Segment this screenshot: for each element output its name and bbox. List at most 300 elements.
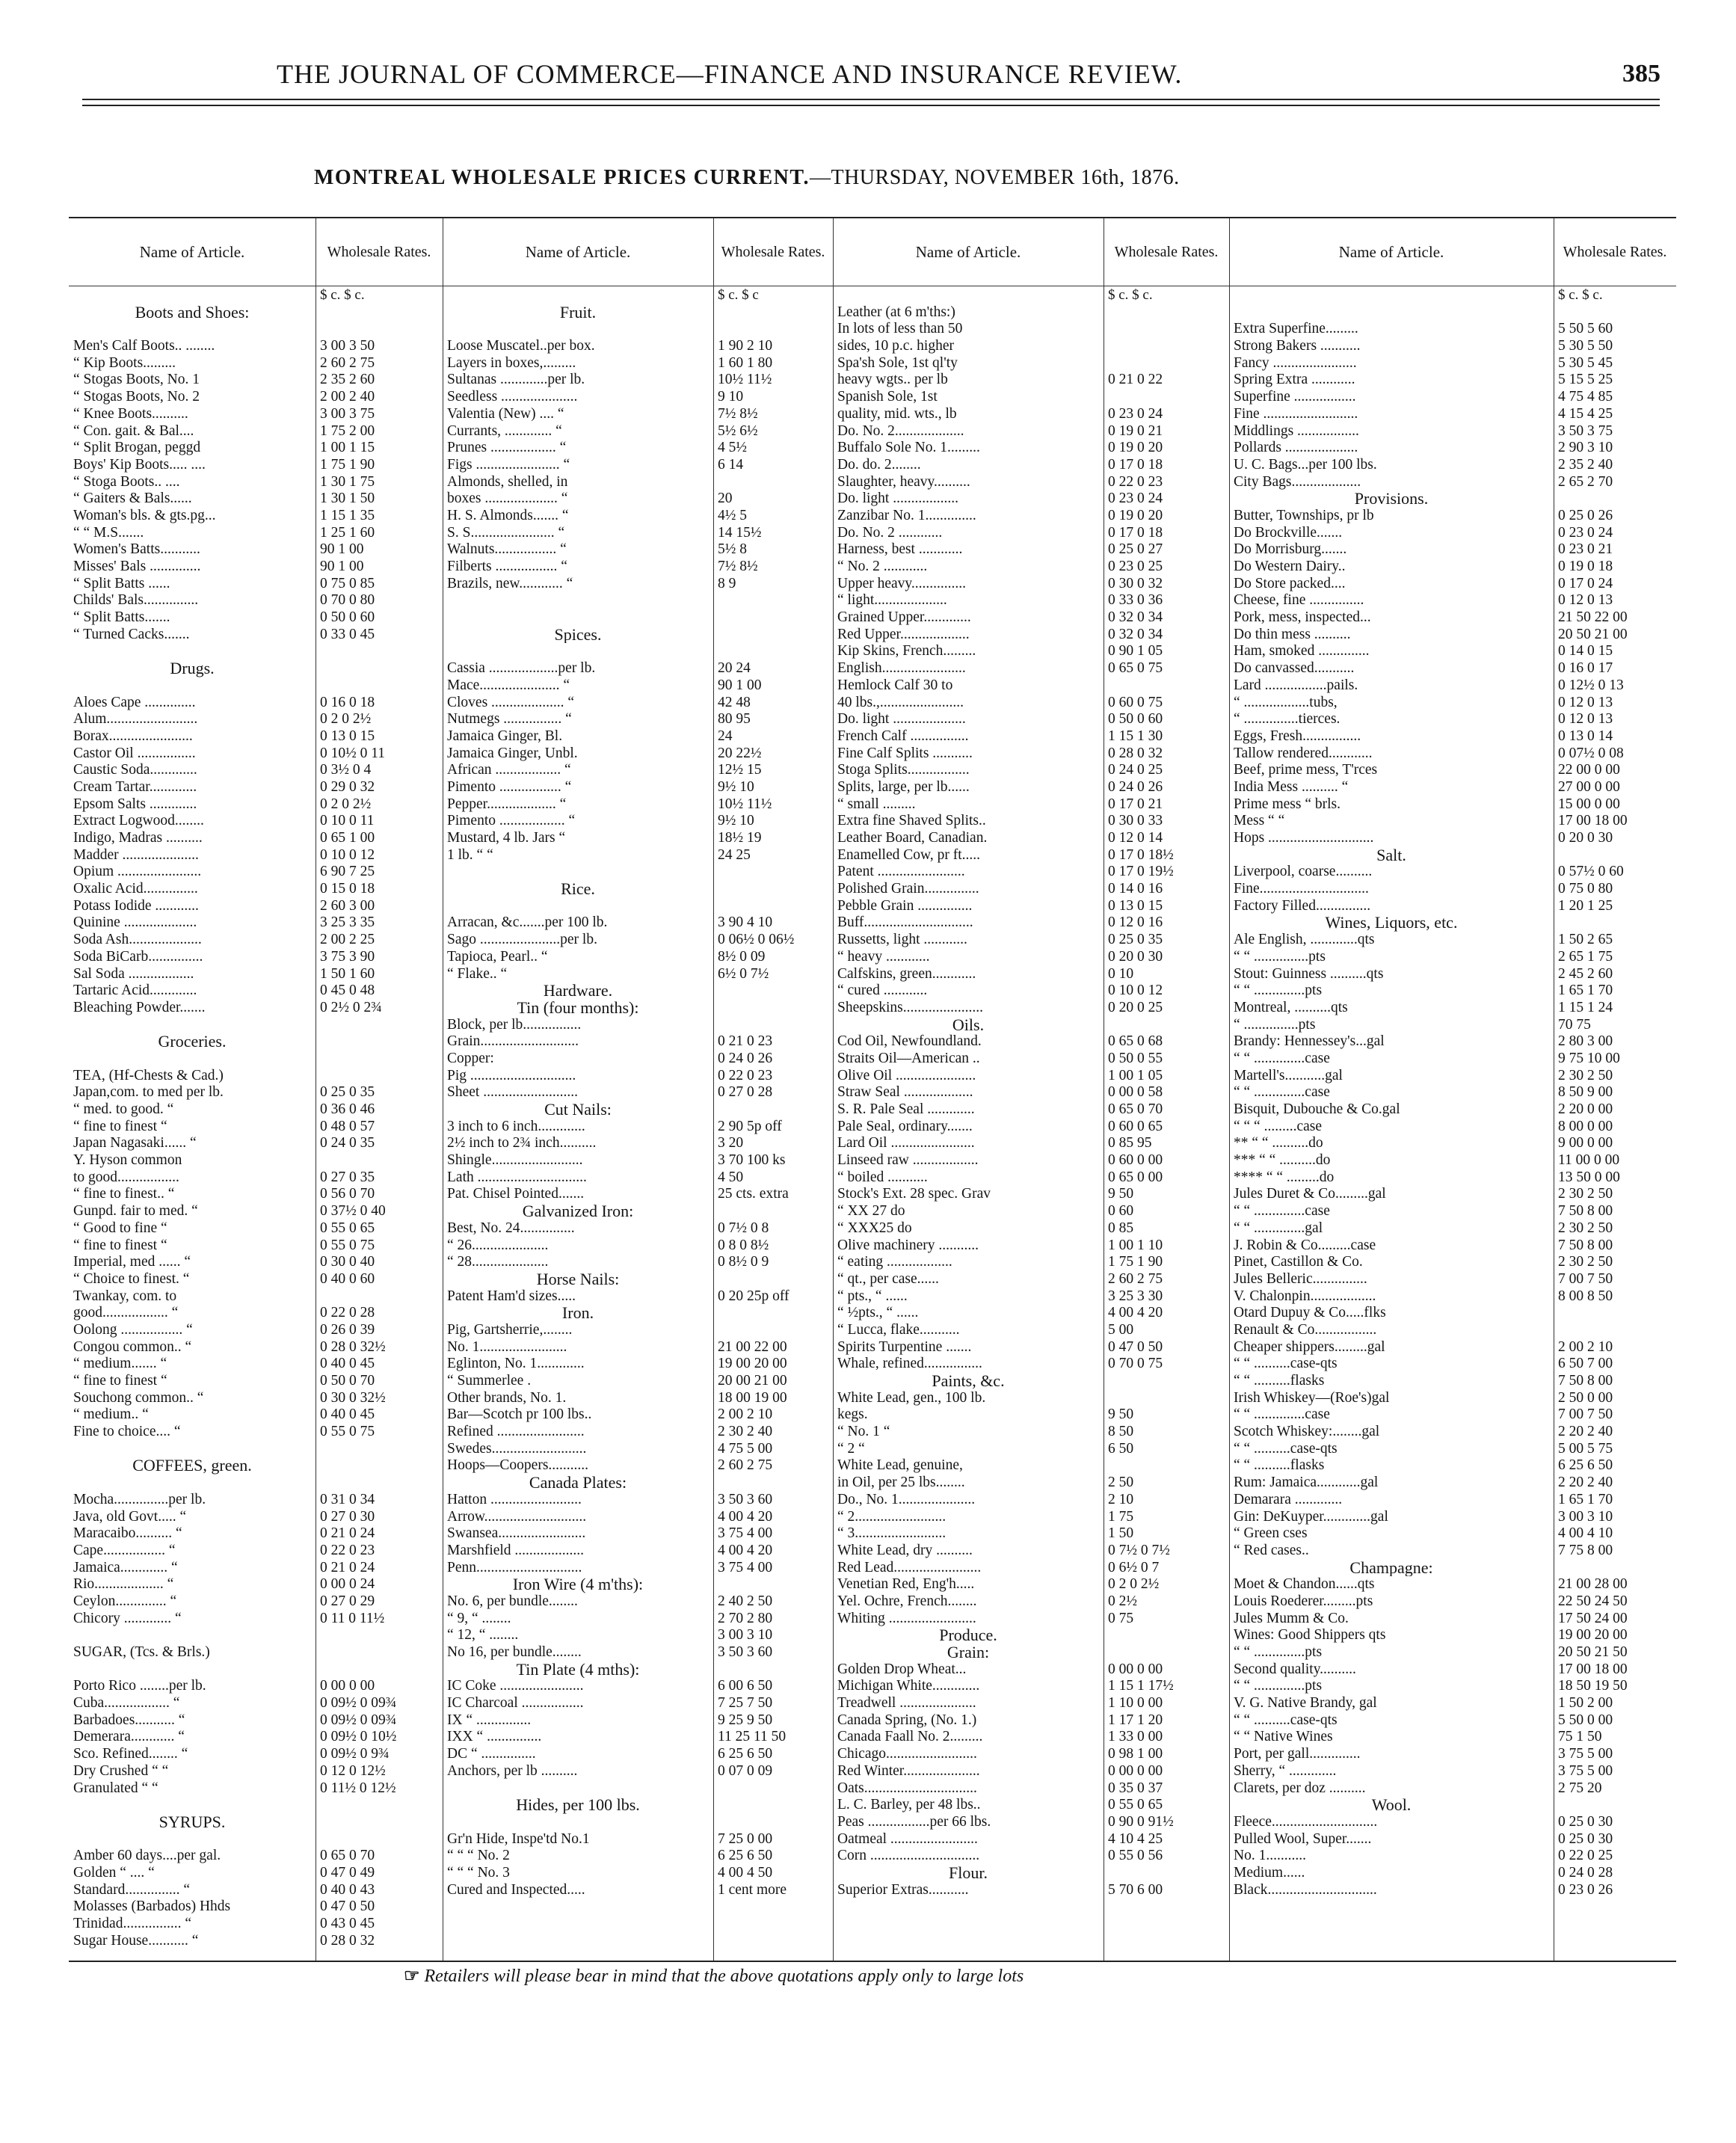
wholesale-rate: 0 00 0 58: [1108, 1084, 1163, 1101]
wholesale-rate: [1104, 677, 1229, 695]
wholesale-rate: 2 75 20: [1558, 1780, 1602, 1796]
wholesale-rate: 0 13 0 15: [1108, 897, 1163, 914]
wholesale-rate: 17 00 18 00: [1558, 1661, 1628, 1677]
wholesale-rate: 21 00 28 00: [1558, 1576, 1628, 1593]
wholesale-rate: [1104, 338, 1229, 355]
article-name: Best, No. 24...............: [447, 1220, 575, 1236]
article-name: “ “ ..............pts: [1234, 983, 1323, 999]
article-name: heavy wgts.. per lb: [837, 372, 948, 388]
wholesale-rate: 0 16 0 17: [1558, 660, 1613, 677]
wholesale-rate: 2 65 1 75: [1558, 948, 1613, 965]
article-name: Cured and Inspected.....: [447, 1881, 585, 1898]
article-name: Patent ........................: [837, 864, 965, 880]
wholesale-rate: 0 12 0 13: [1558, 694, 1613, 710]
wholesale-rate: [713, 983, 833, 1000]
article-name: Whiting ........................: [837, 1610, 976, 1626]
article-name: IC Charcoal .................: [447, 1695, 584, 1712]
wholesale-rate: 3 75 4 00: [718, 1525, 773, 1542]
wholesale-rate: 2 50 0 00: [1558, 1389, 1613, 1406]
section-heading: Tin (four months):: [517, 999, 639, 1017]
wholesale-rate: [713, 643, 833, 660]
wholesale-rate: [316, 660, 443, 677]
rate-column-header: Wholesale Rates.: [1554, 218, 1676, 286]
article-name: “ medium.. “: [73, 1406, 149, 1423]
wholesale-rate: 7 25 7 50: [718, 1695, 773, 1712]
wholesale-rate: 90 1 00: [320, 541, 364, 558]
article-name: Epsom Salts .............: [73, 796, 197, 812]
article-name: Congou common.. “: [73, 1338, 192, 1355]
article-name: Black..............................: [1234, 1881, 1377, 1898]
wholesale-rate: 0 20 0 25: [1108, 999, 1163, 1015]
wholesale-rate: 18 00 19 00: [718, 1389, 787, 1406]
article-name: Do Brockville.......: [1234, 524, 1343, 541]
wholesale-rate: 17 00 18 00: [1558, 813, 1628, 829]
wholesale-rate: 1 50 1 60: [320, 965, 375, 982]
article-name: Arracan, &c.......per 100 lb.: [447, 914, 608, 931]
wholesale-rate: 0 8 0 8½: [718, 1237, 769, 1253]
wholesale-rate: 0 11 0 11½: [320, 1610, 385, 1626]
wholesale-rate: 7 25 0 00: [718, 1830, 773, 1847]
article-name: Anchors, per lb ..........: [447, 1762, 578, 1779]
article-name: Eggs, Fresh................: [1234, 728, 1361, 744]
article-name: Y. Hyson common: [73, 1152, 182, 1169]
wholesale-rate: 4 5½: [718, 440, 747, 456]
article-name: SUGAR, (Tcs. & Brls.): [73, 1644, 210, 1660]
wholesale-rate: 19 00 20 00: [1558, 1627, 1628, 1644]
article-name: Do. No. 2 ............: [837, 524, 943, 541]
wholesale-rate: [713, 304, 833, 322]
wholesale-rate: 0 25 0 30: [1558, 1813, 1613, 1830]
wholesale-rate: 7 50 8 00: [1558, 1373, 1613, 1389]
wholesale-rate: [1104, 355, 1229, 372]
wholesale-rate: [1554, 491, 1676, 508]
wholesale-rate: 6 90 7 25: [320, 864, 375, 880]
wholesale-rate: 3 00 3 10: [718, 1627, 773, 1644]
article-name: Do Store packed....: [1234, 575, 1346, 591]
wholesale-rate: 2 35 2 60: [320, 372, 375, 388]
article-name: “ heavy ............: [837, 948, 930, 965]
wholesale-rate: 0 22 0 23: [1108, 473, 1163, 490]
article-name: Valentia (New) .... “: [447, 405, 564, 422]
wholesale-rate: 2 35 2 40: [1558, 456, 1613, 473]
article-name: “ “ ..........flasks: [1234, 1373, 1325, 1389]
article-name: “ “ ..........case-qts: [1234, 1712, 1338, 1728]
wholesale-rate: 0 23 0 21: [1558, 541, 1613, 558]
wholesale-rate: 0 32 0 34: [1108, 609, 1163, 626]
article-name: [69, 1627, 316, 1644]
wholesale-rate: 20 24: [718, 660, 751, 677]
wholesale-rate: 0 70 0 80: [320, 592, 375, 609]
article-name: Buff..............................: [837, 914, 973, 931]
wholesale-rate: [713, 1814, 833, 1831]
wholesale-rate: 2 00 2 25: [320, 932, 375, 948]
article-name: Fine..............................: [1234, 881, 1369, 897]
wholesale-rate: 0 85: [1108, 1220, 1134, 1236]
article-name: Eglinton, No. 1.............: [447, 1356, 585, 1372]
article-name: Canada Faall No. 2.........: [837, 1729, 983, 1745]
article-name: Olive machinery ...........: [837, 1237, 979, 1253]
article-name: Sco. Refined........ “: [73, 1746, 188, 1762]
wholesale-rate: 0 17 0 18½: [1108, 846, 1174, 863]
article-name: Enamelled Cow, pr ft.....: [837, 846, 980, 863]
article-name: Pat. Chisel Pointed.......: [447, 1186, 585, 1202]
article-name: Block, per lb................: [447, 1016, 582, 1033]
article-name: Buffalo Sole No. 1.........: [837, 440, 980, 456]
article-name: IC Coke .......................: [447, 1678, 584, 1694]
wholesale-rate: 1 15 1 35: [320, 507, 375, 523]
article-name: Fleece.............................: [1234, 1813, 1378, 1830]
wholesale-rate: 8 9: [718, 575, 736, 591]
article-name: Porto Rico ........per lb.: [73, 1678, 206, 1694]
wholesale-rate: 1 17 1 20: [1108, 1712, 1163, 1728]
article-name: L. C. Barley, per 48 lbs..: [837, 1797, 981, 1813]
wholesale-rate: 0 27 0 30: [320, 1508, 375, 1525]
wholesale-rate: 4 00 4 20: [718, 1542, 773, 1558]
wholesale-rate: 0 65 0 70: [320, 1848, 375, 1864]
wholesale-rate: [1104, 1390, 1229, 1407]
article-name: Souchong common.. “: [73, 1389, 204, 1406]
wholesale-rate: [1104, 1644, 1229, 1661]
wholesale-rate: [713, 609, 833, 627]
article-name: Ale English, .............qts: [1234, 932, 1375, 948]
wholesale-rate: 20 50 21 50: [1558, 1644, 1628, 1660]
article-name: Red Upper...................: [837, 626, 970, 642]
article-name: Golden Drop Wheat...: [837, 1661, 967, 1677]
wholesale-rate: 1 65 1 70: [1558, 983, 1613, 999]
wholesale-rate: 0 47 0 50: [320, 1898, 375, 1915]
wholesale-rate: 1 75: [1108, 1508, 1134, 1525]
wholesale-rate: 5 30 5 50: [1558, 338, 1613, 354]
wholesale-rate: [713, 1101, 833, 1119]
wholesale-rate: 0 25 0 35: [320, 1084, 375, 1101]
wholesale-rate: 9 00 0 00: [1558, 1135, 1613, 1152]
article-name: Castor Oil ................: [73, 745, 196, 761]
wholesale-rate: 0 15 0 18: [320, 881, 375, 897]
wholesale-rate: 2 70 2 80: [718, 1610, 773, 1626]
article-name: Spanish Sole, 1st: [837, 389, 938, 405]
article-name: Beef, prime mess, T'rces: [1234, 762, 1378, 778]
article-name: “ small .........: [837, 796, 916, 812]
prices-heading: [314, 166, 1180, 190]
article-name: No. 6, per bundle........: [447, 1593, 578, 1609]
wholesale-rate: 2 90 3 10: [1558, 440, 1613, 456]
article-name: Gunpd. fair to med. “: [73, 1203, 198, 1220]
wholesale-rate: 0 50 0 70: [320, 1373, 375, 1389]
article-name: [443, 643, 713, 660]
article-name: “ Split Brogan, peggd: [73, 440, 201, 456]
article-name: Currants, ............. “: [447, 422, 562, 439]
wholesale-rate: 9 25 9 50: [718, 1712, 773, 1728]
wholesale-rate: 2 45 2 60: [1558, 965, 1613, 982]
wholesale-rate: 0 24 0 26: [718, 1050, 773, 1066]
article-name: Venetian Red, Eng'h.....: [837, 1576, 975, 1593]
article-name: Factory Filled...............: [1234, 897, 1371, 914]
article-name: Japan Nagasaki...... “: [73, 1135, 197, 1152]
wholesale-rate: 2 60 2 75: [718, 1457, 773, 1474]
article-name: Jamaica Ginger, Unbl.: [447, 745, 578, 761]
wholesale-rate: 3 25 3 30: [1108, 1288, 1163, 1304]
wholesale-rate: 24 25: [718, 846, 751, 863]
wholesale-rate: [1104, 1865, 1229, 1882]
wholesale-rate: 4 15 4 25: [1558, 405, 1613, 422]
article-name: Mace...................... “: [447, 677, 570, 693]
wholesale-rate: 0 2 0 2½: [320, 796, 372, 812]
article-name: Pale Seal, ordinary.......: [837, 1118, 973, 1134]
article-name: [69, 1051, 316, 1068]
wholesale-rate: 2 10: [1108, 1491, 1134, 1507]
article-name: Japan,com. to med per lb.: [73, 1084, 224, 1101]
wholesale-rate: 0 29 0 32: [320, 778, 375, 795]
section-heading: Wool.: [1371, 1797, 1412, 1814]
wholesale-rate: 0 28 0 32: [320, 1932, 375, 1949]
article-name: Renault & Co.................: [1234, 1321, 1377, 1338]
wholesale-rate: 25 cts. extra: [718, 1186, 789, 1202]
article-name: [69, 321, 316, 338]
article-name: S. R. Pale Seal .............: [837, 1101, 975, 1117]
wholesale-rate: 0 24 0 35: [320, 1135, 375, 1152]
article-name: “ Flake.. “: [447, 965, 508, 982]
wholesale-rate: 0 10 0 11: [320, 813, 375, 829]
wholesale-rate: 5 15 5 25: [1558, 372, 1613, 388]
wholesale-rate: 9 50: [1108, 1186, 1134, 1202]
article-name: H. S. Almonds....... “: [447, 507, 569, 523]
article-name: Trinidad................ “: [73, 1916, 191, 1931]
article-name: “ Stogas Boots, No. 2: [73, 389, 200, 405]
wholesale-rate: 3 00 3 75: [320, 405, 375, 422]
wholesale-rate: 13 50 0 00: [1558, 1169, 1620, 1185]
article-name: Otard Dupuy & Co.....flks: [1234, 1305, 1386, 1321]
wholesale-rate: 1 90 2 10: [718, 338, 773, 354]
wholesale-rate: 4 00 4 20: [718, 1508, 773, 1525]
section-heading: Fruit.: [559, 304, 597, 322]
article-name: French Calf ................: [837, 728, 969, 744]
wholesale-rate: 5 50 5 60: [1558, 321, 1613, 337]
name-list-4: [1229, 287, 1554, 1898]
wholesale-rate: [316, 1831, 443, 1848]
wholesale-rate: [713, 864, 833, 881]
article-name: Sal Soda ..................: [73, 965, 194, 982]
wholesale-rate: 0 48 0 57: [320, 1118, 375, 1134]
article-name: boxes .................... “: [447, 491, 568, 507]
wholesale-rate: 1 33 0 00: [1108, 1729, 1163, 1745]
wholesale-rate: 0 23 0 24: [1108, 491, 1163, 507]
article-name: Patent Ham'd sizes.....: [447, 1288, 576, 1304]
wholesale-rate: 0 65 0 70: [1108, 1101, 1163, 1117]
wholesale-rate: 0 23 0 25: [1108, 559, 1163, 574]
article-name: Seedless .....................: [447, 389, 578, 405]
section-heading: Paints, &c.: [932, 1373, 1005, 1390]
article-name: Cheese, fine ...............: [1234, 592, 1364, 609]
article-name: No 16, per bundle........: [447, 1644, 582, 1660]
article-name: Leather Board, Canadian.: [837, 830, 988, 846]
article-name: [443, 609, 713, 627]
article-name: “ ..................tubs,: [1234, 694, 1338, 710]
rate-column-3: [1104, 218, 1230, 1961]
article-name: Filberts ................. “: [447, 559, 567, 574]
wholesale-rate: 8 50: [1108, 1424, 1134, 1440]
article-name: Brandy: Hennessey's...gal: [1234, 1033, 1385, 1050]
article-name: Sherry, “ .............: [1234, 1762, 1337, 1779]
article-name: “ No. 2 ............: [837, 559, 928, 574]
wholesale-rate: 0 17 0 19½: [1108, 864, 1174, 880]
article-name: [443, 321, 713, 338]
wholesale-rate: 0 22 0 23: [718, 1067, 773, 1083]
wholesale-rate: [1554, 1797, 1676, 1814]
article-name: Do. light ..................: [837, 491, 958, 507]
article-name: Pepper................... “: [447, 796, 567, 812]
wholesale-rate: [713, 1475, 833, 1492]
wholesale-rate: [316, 1457, 443, 1475]
wholesale-rate: 1 50: [1108, 1525, 1134, 1542]
section-heading: Drugs.: [170, 660, 215, 677]
article-name: Superior Extras...........: [837, 1881, 969, 1898]
wholesale-rate: 7 00 7 50: [1558, 1406, 1613, 1423]
wholesale-rate: 19 00 20 00: [718, 1356, 787, 1372]
wholesale-rate: [713, 1661, 833, 1679]
wholesale-rate: 0 7½ 0 8: [718, 1220, 769, 1236]
wholesale-rate: 4 10 4 25: [1108, 1830, 1163, 1847]
article-name: Imperial, med ...... “: [73, 1254, 191, 1270]
wholesale-rate: 70 75: [1558, 1016, 1591, 1033]
article-name: “ med. to good. “: [73, 1101, 174, 1117]
article-name: Women's Batts...........: [73, 541, 200, 558]
wholesale-rate: 0 37½ 0 40: [320, 1203, 386, 1220]
section-heading: Boots and Shoes:: [135, 304, 250, 322]
section-heading: Tin Plate (4 mths):: [516, 1661, 640, 1679]
article-name: Fine ..........................: [1234, 405, 1358, 422]
rate-column-header: Wholesale Rates.: [1104, 218, 1229, 286]
article-name: Moet & Chandon......qts: [1234, 1576, 1375, 1593]
article-name: “ pts., “ ......: [837, 1288, 908, 1304]
article-name: Oxalic Acid...............: [73, 881, 198, 897]
article-name: White Lead, genuine,: [837, 1457, 963, 1474]
article-name: Figs ....................... “: [447, 456, 570, 473]
wholesale-rate: 0 65 0 75: [1108, 660, 1163, 677]
article-name: Clarets, per doz ..........: [1234, 1780, 1366, 1796]
wholesale-rate: 8 00 0 00: [1558, 1118, 1613, 1134]
wholesale-rate: 3 50 3 60: [718, 1644, 773, 1660]
wholesale-rate: 0 13 0 14: [1558, 728, 1613, 744]
article-name: No. 1...........: [1234, 1848, 1306, 1864]
wholesale-rate: 2 00 2 10: [1558, 1338, 1613, 1355]
wholesale-rate: 0 40 0 43: [320, 1881, 375, 1898]
article-name: Soda BiCarb...............: [73, 948, 203, 965]
article-name: Pig, Gartsherrie,........: [447, 1321, 573, 1338]
wholesale-rate: 0 26 0 39: [320, 1321, 375, 1338]
article-name: “ “ Native Wines: [1234, 1729, 1333, 1745]
article-name: Hemlock Calf 30 to: [837, 677, 953, 693]
wholesale-rate: 0 25 0 35: [1108, 932, 1163, 948]
wholesale-rate: [316, 1051, 443, 1068]
wholesale-rate: 9 10: [718, 389, 744, 405]
wholesale-rate: 6½ 0 7½: [718, 965, 769, 982]
wholesale-rate: 0 07½ 0 08: [1558, 745, 1624, 761]
wholesale-rate: 11 00 0 00: [1558, 1152, 1620, 1169]
wholesale-rate: 4 00 4 10: [1558, 1525, 1613, 1542]
wholesale-rate: 14 15½: [718, 524, 762, 541]
article-name: Men's Calf Boots.. ........: [73, 338, 215, 354]
rate-column-4: [1554, 218, 1676, 1961]
article-name: Whale, refined................: [837, 1356, 982, 1372]
wholesale-rate: 0 7½ 0 7½: [1108, 1542, 1170, 1558]
wholesale-rate: 90 1 00: [718, 677, 762, 693]
article-name: Quinine ....................: [73, 914, 197, 931]
article-name: Maracaibo.......... “: [73, 1525, 182, 1542]
article-name: Middlings .................: [1234, 422, 1359, 439]
name-list-2: [443, 287, 713, 1898]
wholesale-rate: 2 30 2 40: [718, 1424, 773, 1440]
wholesale-rate: 0 14 0 15: [1558, 643, 1613, 659]
article-name: Demarara .............: [1234, 1491, 1343, 1507]
article-name: [69, 1831, 316, 1848]
article-name: Amber 60 days....per gal.: [73, 1848, 221, 1864]
article-name: good.................. “: [73, 1305, 179, 1321]
wholesale-rate: 4 75 5 00: [718, 1440, 773, 1457]
article-name: Cheaper shippers.........gal: [1234, 1338, 1385, 1355]
wholesale-rate: 0 22 0 25: [1558, 1848, 1613, 1864]
wholesale-rate: 3 75 4 00: [718, 1559, 773, 1575]
article-name: Montreal, ..........qts: [1234, 999, 1348, 1015]
wholesale-rate: 3 75 5 00: [1558, 1746, 1613, 1762]
article-name: Superfine .................: [1234, 389, 1356, 405]
wholesale-rate: 0 12 0 14: [1108, 830, 1163, 846]
section-heading: Cut Nails:: [544, 1101, 612, 1119]
article-name: Oats...............................: [837, 1780, 977, 1796]
article-name: Chicory ............. “: [73, 1610, 182, 1626]
wholesale-rate: [316, 1797, 443, 1814]
wholesale-rate: 4 00 4 50: [718, 1864, 773, 1881]
article-name: Do., No. 1.....................: [837, 1491, 976, 1507]
wholesale-rate: 0 07 0 09: [718, 1762, 773, 1779]
article-name: Pimento .................. “: [447, 813, 576, 829]
wholesale-rate: [316, 1644, 443, 1661]
currency-header: $ c. $ c.: [1108, 287, 1153, 303]
article-name: Canada Spring, (No. 1.): [837, 1712, 977, 1728]
article-name: “ Stoga Boots.. ....: [73, 473, 180, 490]
wholesale-rate: 0 55 0 56: [1108, 1848, 1163, 1864]
article-name: Cream Tartar.............: [73, 778, 197, 795]
article-name: “ Lucca, flake...........: [837, 1321, 960, 1338]
section-heading: SYRUPS.: [158, 1813, 226, 1831]
wholesale-rate: 6 25 6 50: [1558, 1457, 1613, 1474]
article-name: Lard Oil .......................: [837, 1135, 975, 1152]
article-name: quality, mid. wts., lb: [837, 405, 957, 422]
wholesale-rate: [316, 1017, 443, 1034]
currency-header: $ c. $ c.: [1558, 287, 1603, 303]
article-name: Corn ..............................: [837, 1848, 980, 1864]
wholesale-rate: 6 14: [718, 456, 744, 473]
wholesale-rate: 0 12 0 13: [1558, 711, 1613, 728]
wholesale-rate: 2 20 2 40: [1558, 1475, 1613, 1491]
wholesale-rate: 5 50 0 00: [1558, 1712, 1613, 1728]
wholesale-rate: 0 21 0 24: [320, 1525, 375, 1542]
article-name: Extra fine Shaved Splits..: [837, 813, 986, 829]
wholesale-rate: 11 25 11 50: [718, 1729, 787, 1745]
rate-list-3: [1104, 287, 1229, 1898]
section-heading: Galvanized Iron:: [522, 1203, 634, 1220]
article-name: Madder .....................: [73, 846, 199, 863]
wholesale-rate: 0 24 0 28: [1558, 1864, 1613, 1881]
article-name: “ “ ..............pts: [1234, 1678, 1323, 1694]
wholesale-rate: 0 20 25p off: [718, 1288, 789, 1304]
article-name: Hatton .........................: [447, 1491, 582, 1507]
article-name: Tartaric Acid.............: [73, 983, 197, 999]
article-name: “ Split Batts.......: [73, 609, 170, 626]
article-name: to good.................: [73, 1169, 179, 1185]
pointing-hand-icon: ☞: [404, 1967, 420, 1986]
article-name: African .................. “: [447, 762, 571, 778]
article-name: “ “ ..............pts: [1234, 1644, 1323, 1660]
